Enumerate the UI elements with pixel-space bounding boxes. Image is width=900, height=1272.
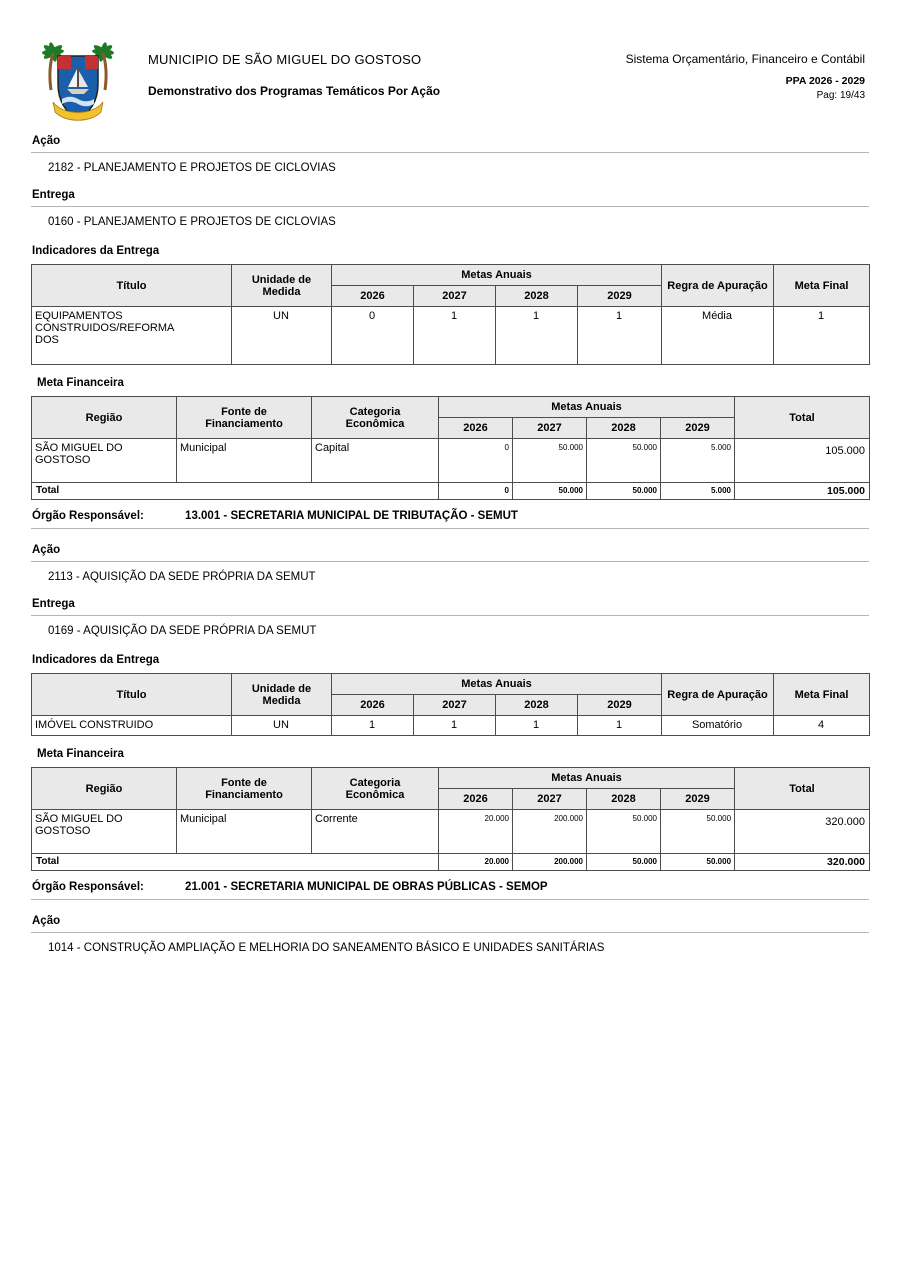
column-header-meta-final: Meta Final bbox=[774, 265, 870, 307]
acao-value: 2113 - AQUISIÇÃO DA SEDE PRÓPRIA DA SEMUT bbox=[48, 571, 316, 583]
column-header-categoria-economica: Categoria Econômica bbox=[312, 768, 439, 810]
indicator-row bbox=[32, 716, 870, 736]
acao-value: 2182 - PLANEJAMENTO E PROJETOS DE CICLOVIAS bbox=[48, 162, 336, 174]
indicadores-entrega-label: Indicadores da Entrega bbox=[32, 245, 160, 257]
cell-total-2026: 20.000 bbox=[439, 854, 513, 871]
cell-valor-2028: 50.000 bbox=[587, 810, 661, 854]
cell-unidade: UN bbox=[232, 307, 332, 365]
indicadores-table-header bbox=[32, 674, 870, 716]
column-header-metas-anuais: Metas Anuais bbox=[332, 674, 662, 695]
cell-total-geral: 105.000 bbox=[735, 483, 870, 500]
header-titles bbox=[148, 52, 440, 98]
financial-total-row bbox=[32, 483, 870, 500]
cell-total-geral: 320.000 bbox=[735, 854, 870, 871]
region-name: SÃO MIGUEL DO GOSTOSO bbox=[35, 442, 123, 466]
column-header-year: 2028 bbox=[587, 789, 661, 810]
report-body bbox=[0, 135, 900, 954]
meta-financeira-label: Meta Financeira bbox=[37, 748, 124, 760]
column-header-year: 2029 bbox=[578, 695, 662, 716]
column-header-regra-apuracao: Regra de Apuração bbox=[662, 674, 774, 716]
cell-meta-2029: 1 bbox=[578, 716, 662, 736]
cell-valor-2029: 50.000 bbox=[661, 810, 735, 854]
crest-icon bbox=[38, 42, 118, 128]
indicadores-entrega-label: Indicadores da Entrega bbox=[32, 654, 160, 666]
cell-total: 105.000 bbox=[735, 439, 870, 483]
indicadores-table-header bbox=[32, 265, 870, 307]
cell-total-2028: 50.000 bbox=[587, 483, 661, 500]
orgao-responsavel-value: 13.001 - SECRETARIA MUNICIPAL DE TRIBUTAÇÃO - SEMUT bbox=[185, 510, 518, 522]
cell-meta-final: 4 bbox=[774, 716, 870, 736]
cell-fonte: Municipal bbox=[177, 439, 312, 483]
column-header-titulo: Título bbox=[32, 265, 232, 307]
meta-financeira-table bbox=[31, 767, 870, 871]
municipality-name: MUNICIPIO DE SÃO MIGUEL DO GOSTOSO bbox=[148, 52, 422, 67]
cell-total-2026: 0 bbox=[439, 483, 513, 500]
column-header-regiao: Região bbox=[32, 768, 177, 810]
cell-meta-2026: 0 bbox=[332, 307, 414, 365]
acao-label: Ação bbox=[31, 915, 869, 933]
column-header-metas-anuais: Metas Anuais bbox=[439, 397, 735, 418]
meta-financeira-table-header bbox=[32, 768, 870, 810]
column-header-year: 2029 bbox=[578, 286, 662, 307]
entrega-label: Entrega bbox=[31, 189, 869, 207]
column-header-year: 2027 bbox=[513, 418, 587, 439]
column-header-metas-anuais: Metas Anuais bbox=[439, 768, 735, 789]
column-header-unidade-medida: Unidade de Medida bbox=[232, 265, 332, 307]
cell-meta-2029: 1 bbox=[578, 307, 662, 365]
acao-label: Ação bbox=[31, 135, 869, 153]
cell-meta-2027: 1 bbox=[414, 307, 496, 365]
orgao-responsavel-row bbox=[31, 879, 869, 900]
cell-titulo bbox=[32, 716, 232, 736]
cell-total-2027: 50.000 bbox=[513, 483, 587, 500]
column-header-year: 2027 bbox=[513, 789, 587, 810]
cell-total-label: Total bbox=[32, 483, 439, 500]
cell-meta-2026: 1 bbox=[332, 716, 414, 736]
financial-row bbox=[32, 810, 870, 854]
cell-fonte: Municipal bbox=[177, 810, 312, 854]
cell-valor-2027: 50.000 bbox=[513, 439, 587, 483]
column-header-regra-apuracao: Regra de Apuração bbox=[662, 265, 774, 307]
ppa-period: PPA 2026 - 2029 bbox=[785, 75, 865, 87]
column-header-year: 2027 bbox=[414, 286, 496, 307]
column-header-year: 2029 bbox=[661, 418, 735, 439]
page-number: Pag: 19/43 bbox=[816, 90, 865, 101]
system-name: Sistema Orçamentário, Financeiro e Contábil bbox=[625, 52, 865, 66]
acao-label: Ação bbox=[31, 544, 869, 562]
acao-value: 1014 - CONSTRUÇÃO AMPLIAÇÃO E MELHORIA DO SANEAMENTO BÁSICO E UNIDADES SANITÁRIAS bbox=[48, 942, 605, 954]
cell-total-2028: 50.000 bbox=[587, 854, 661, 871]
cell-valor-2027: 200.000 bbox=[513, 810, 587, 854]
municipality-crest-logo bbox=[38, 42, 118, 128]
financial-row bbox=[32, 439, 870, 483]
financial-total-row bbox=[32, 854, 870, 871]
orgao-responsavel-label: Órgão Responsável: bbox=[32, 881, 144, 893]
region-name: SÃO MIGUEL DO GOSTOSO bbox=[35, 813, 123, 837]
column-header-year: 2028 bbox=[587, 418, 661, 439]
cell-regra-apuracao: Somatório bbox=[662, 716, 774, 736]
cell-categoria: Corrente bbox=[312, 810, 439, 854]
entrega-value: 0169 - AQUISIÇÃO DA SEDE PRÓPRIA DA SEMUT bbox=[48, 625, 317, 637]
cell-meta-final: 1 bbox=[774, 307, 870, 365]
column-header-fonte-financiamento: Fonte de Financiamento bbox=[177, 397, 312, 439]
cell-valor-2026: 0 bbox=[439, 439, 513, 483]
indicator-title: EQUIPAMENTOS CONSTRUIDOS/REFORMA DOS bbox=[35, 310, 174, 346]
cell-titulo bbox=[32, 307, 232, 365]
entrega-label: Entrega bbox=[31, 598, 869, 616]
indicadores-table bbox=[31, 673, 870, 736]
cell-total: 320.000 bbox=[735, 810, 870, 854]
cell-meta-2028: 1 bbox=[496, 307, 578, 365]
column-header-fonte-financiamento: Fonte de Financiamento bbox=[177, 768, 312, 810]
column-header-unidade-medida: Unidade de Medida bbox=[232, 674, 332, 716]
cell-valor-2028: 50.000 bbox=[587, 439, 661, 483]
report-title: Demonstrativo dos Programas Temáticos Por Ação bbox=[148, 84, 441, 98]
cell-meta-2028: 1 bbox=[496, 716, 578, 736]
indicator-row bbox=[32, 307, 870, 365]
cell-valor-2026: 20.000 bbox=[439, 810, 513, 854]
meta-financeira-table bbox=[31, 396, 870, 500]
column-header-year: 2027 bbox=[414, 695, 496, 716]
orgao-responsavel-label: Órgão Responsável: bbox=[32, 510, 144, 522]
column-header-categoria-economica: Categoria Econômica bbox=[312, 397, 439, 439]
column-header-year: 2028 bbox=[496, 695, 578, 716]
entrega-value: 0160 - PLANEJAMENTO E PROJETOS DE CICLOVIAS bbox=[48, 216, 336, 228]
cell-regra-apuracao: Média bbox=[662, 307, 774, 365]
cell-total-2027: 200.000 bbox=[513, 854, 587, 871]
column-header-titulo: Título bbox=[32, 674, 232, 716]
report-header bbox=[0, 0, 900, 132]
header-meta bbox=[626, 52, 865, 101]
column-header-metas-anuais: Metas Anuais bbox=[332, 265, 662, 286]
column-header-year: 2026 bbox=[439, 418, 513, 439]
column-header-meta-final: Meta Final bbox=[774, 674, 870, 716]
indicadores-table bbox=[31, 264, 870, 365]
column-header-year: 2026 bbox=[332, 695, 414, 716]
cell-valor-2029: 5.000 bbox=[661, 439, 735, 483]
cell-categoria: Capital bbox=[312, 439, 439, 483]
indicator-title: IMÓVEL CONSTRUIDO bbox=[35, 719, 154, 731]
column-header-year: 2029 bbox=[661, 789, 735, 810]
cell-unidade: UN bbox=[232, 716, 332, 736]
column-header-regiao: Região bbox=[32, 397, 177, 439]
column-header-year: 2026 bbox=[332, 286, 414, 307]
cell-regiao bbox=[32, 439, 177, 483]
cell-total-2029: 50.000 bbox=[661, 854, 735, 871]
column-header-total: Total bbox=[735, 397, 870, 439]
column-header-year: 2028 bbox=[496, 286, 578, 307]
cell-total-2029: 5.000 bbox=[661, 483, 735, 500]
cell-meta-2027: 1 bbox=[414, 716, 496, 736]
orgao-responsavel-value: 21.001 - SECRETARIA MUNICIPAL DE OBRAS PÚBLICAS - SEMOP bbox=[185, 881, 548, 893]
cell-total-label: Total bbox=[32, 854, 439, 871]
orgao-responsavel-row bbox=[31, 508, 869, 529]
column-header-total: Total bbox=[735, 768, 870, 810]
cell-regiao bbox=[32, 810, 177, 854]
meta-financeira-table-header bbox=[32, 397, 870, 439]
meta-financeira-label: Meta Financeira bbox=[37, 377, 124, 389]
column-header-year: 2026 bbox=[439, 789, 513, 810]
